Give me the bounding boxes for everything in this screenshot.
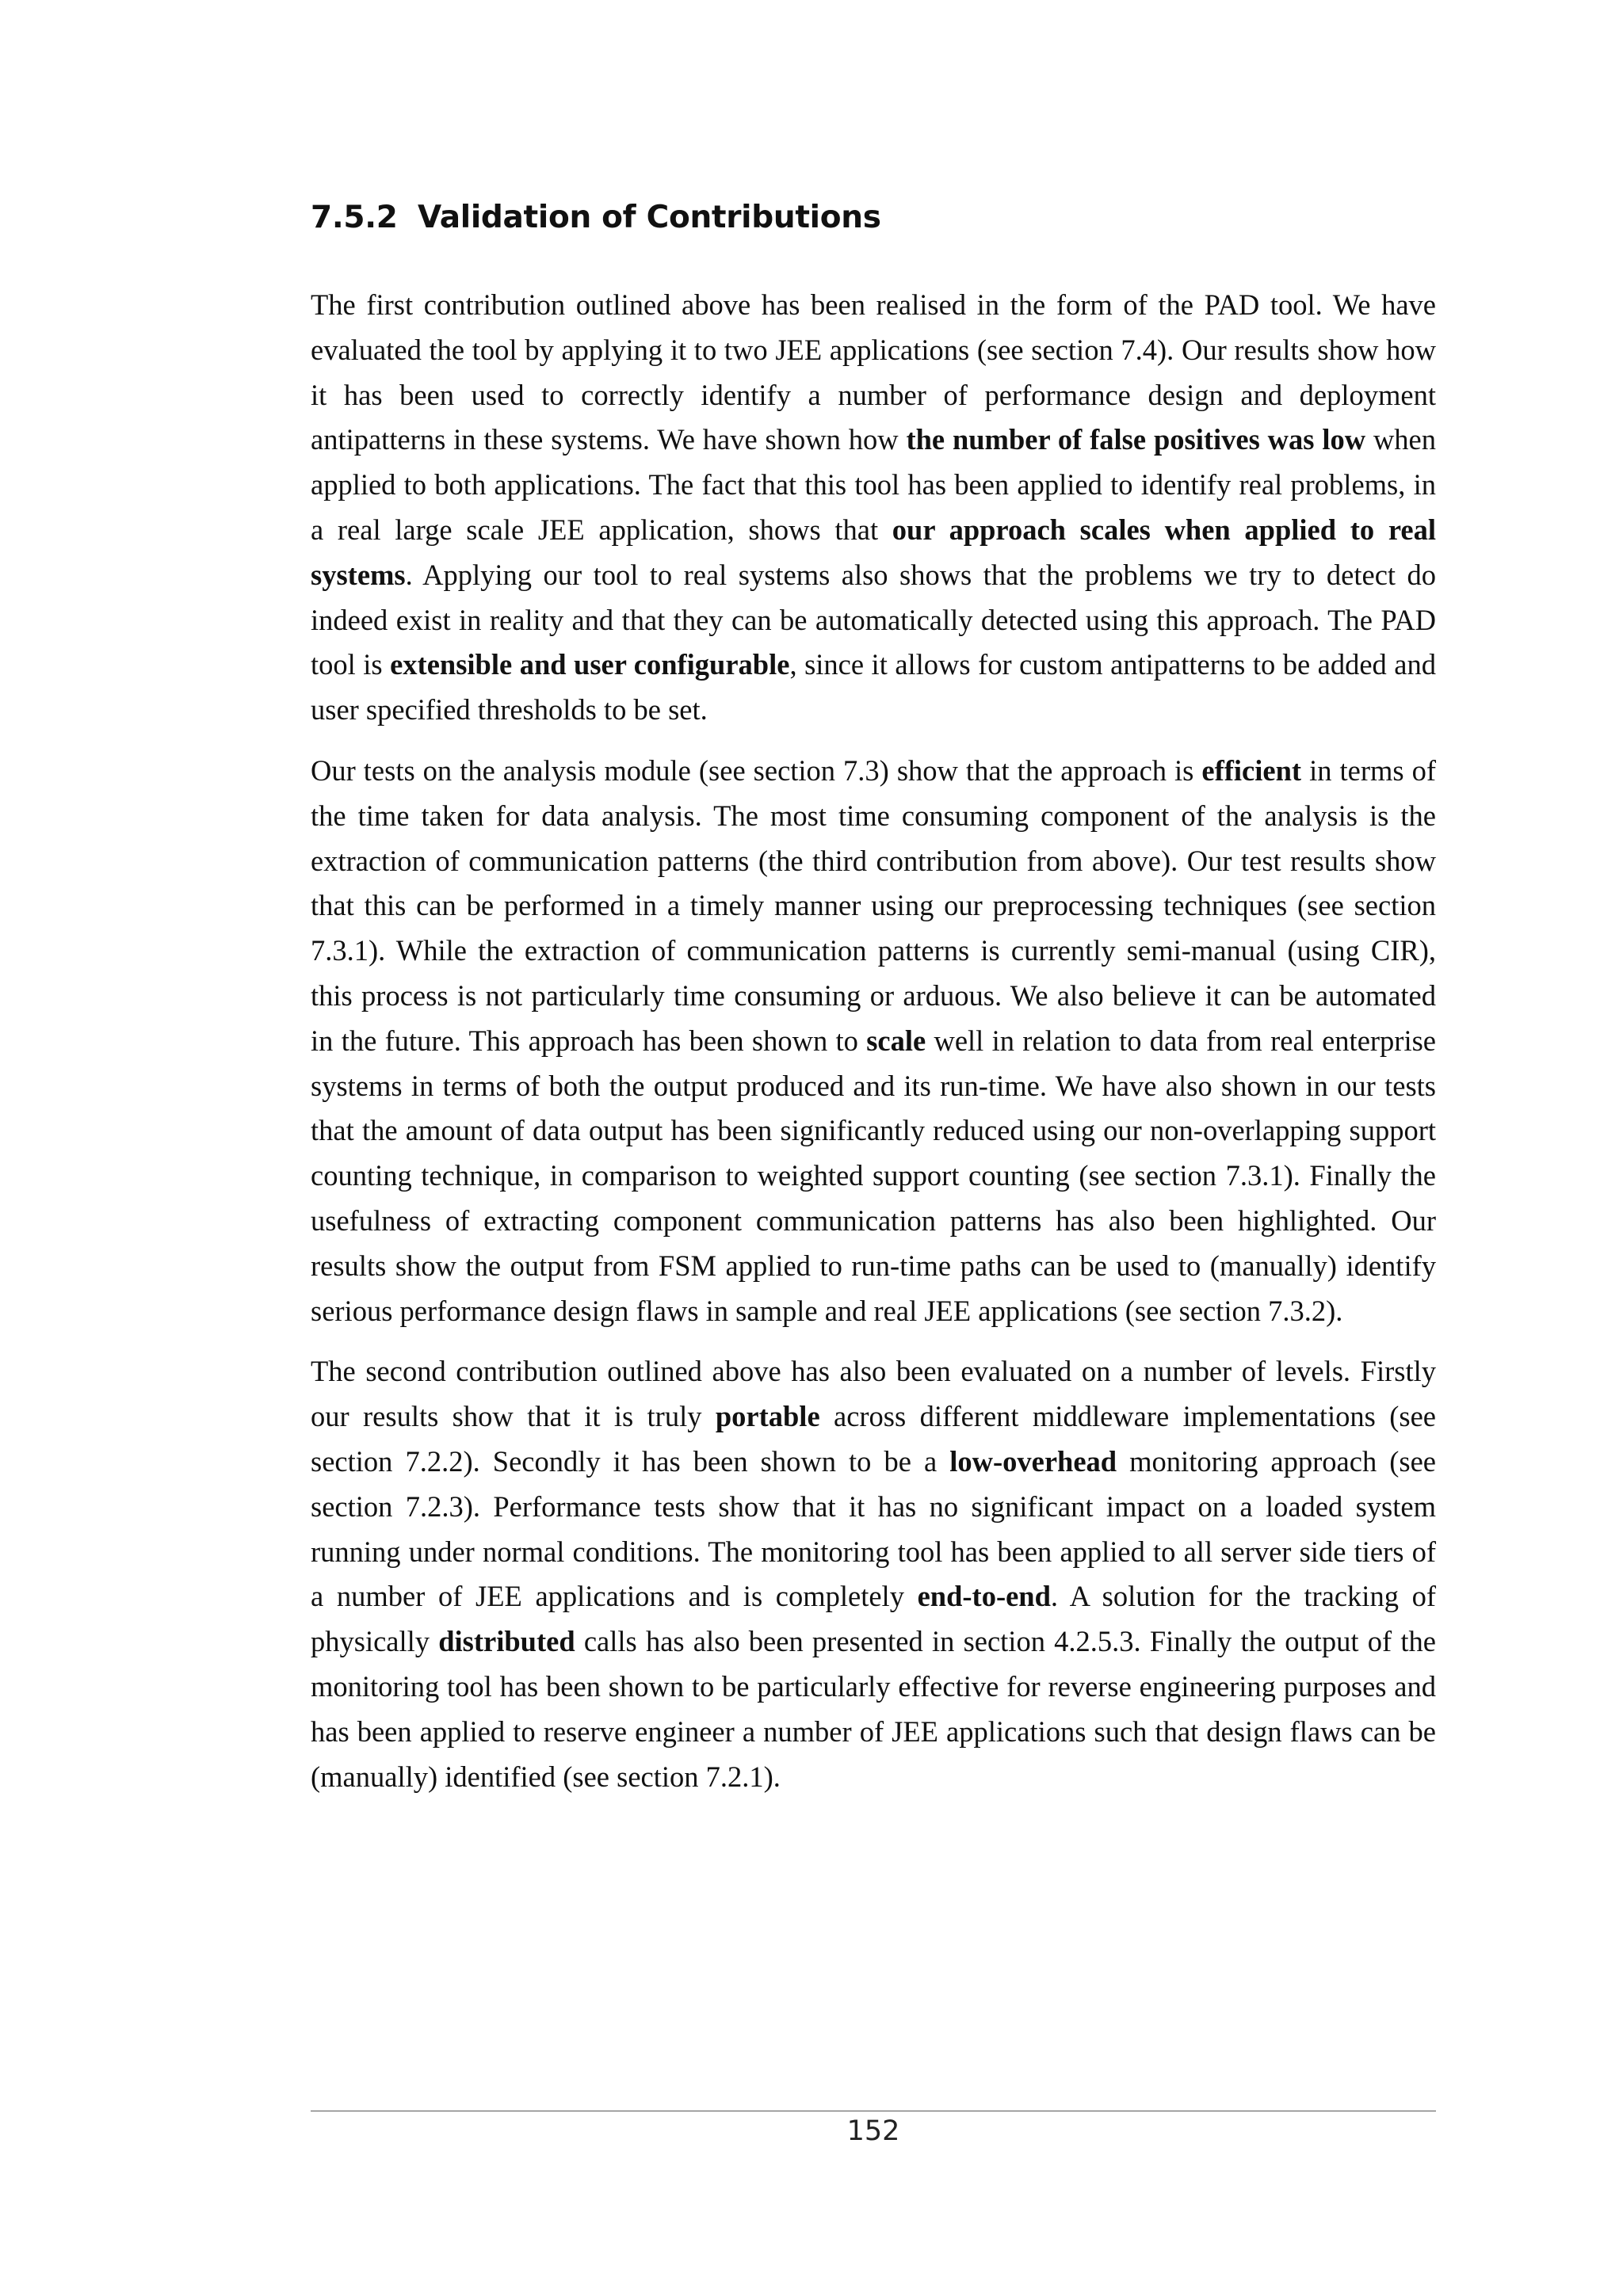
body-text xyxy=(311,283,1436,1815)
text-run: The first contribution outlined above has been realised in the form of the PAD tool. We have evaluated the tool by applying it to two JEE applications (see section 7.4). Our results show how it has been used to correctly identify a number of performance design and deployment antipatterns in these systems. We have shown how xyxy=(311,288,1436,456)
page-number: 152 xyxy=(846,2115,900,2147)
text-run: . A solution for the tracking of physically xyxy=(311,1580,1436,1658)
paragraph xyxy=(311,1349,1436,1799)
bold-text-run: scale xyxy=(866,1024,926,1057)
text-run: calls has also been presented in section 4.2.5.3. Finally the output of the monitoring tool has been shown to be particularly effective for reverse engineering purposes and has been applied to reserve engineer a number of JEE applications such that design flaws can be (manually) identified (see section 7.2.1). xyxy=(311,1625,1436,1793)
bold-text-run: the number of false positives was low xyxy=(906,423,1366,456)
bold-text-run: extensible and user configurable xyxy=(390,648,790,681)
section-heading xyxy=(311,200,881,235)
text-run: well in relation to data from real enterprise systems in terms of both the output produced and its run-time. We have also shown in our tests that the amount of data output has been significantly reduced using our non-overlapping support counting technique, in comparison to weighted support counting (see section 7.3.1). Finally the usefulness of extracting component communication patterns has also been highlighted. Our results show the output from FSM applied to run-time paths can be used to (manually) identify serious performance design flaws in sample and real JEE applications (see section 7.3.2). xyxy=(311,1024,1436,1327)
bold-text-run: portable xyxy=(715,1400,820,1433)
bold-text-run: end-to-end xyxy=(917,1580,1051,1613)
bold-text-run: our approach scales when applied to real systems xyxy=(311,513,1436,591)
text-run: The second contribution outlined above has also been evaluated on a number of levels. Firstly our results show that it is truly xyxy=(311,1355,1436,1433)
paragraph xyxy=(311,283,1436,733)
text-run: in terms of the time taken for data analysis. The most time consuming component of the analysis is the extraction of communication patterns (the third contribution from above). Our test results show that this can be performed in a timely manner using our preprocessing techniques (see section 7.3.1). While the extraction of communication patterns is currently semi-manual (using CIR), this process is not particularly time consuming or arduous. We also believe it can be automated in the future. This approach has been shown to xyxy=(311,753,1436,1057)
text-run: . Applying our tool to real systems also shows that the problems we try to detect do indeed exist in reality and that they can be automatically detected using this approach. The PAD tool is xyxy=(311,558,1436,681)
bold-text-run: distributed xyxy=(438,1625,575,1658)
text-run: , since it allows for custom antipatterns to be added and user specified thresholds to be set. xyxy=(311,648,1436,727)
section-number: 7.5.2 xyxy=(311,200,398,235)
bold-text-run: efficient xyxy=(1201,753,1302,787)
paragraph xyxy=(311,749,1436,1333)
bold-text-run: low-overhead xyxy=(949,1444,1117,1478)
text-run: when applied to both applications. The fact that this tool has been applied to identify real problems, in a real large scale JEE application, shows that xyxy=(311,423,1437,546)
text-run: Our tests on the analysis module (see section 7.3) show that the approach is xyxy=(311,753,1202,787)
section-title: Validation of Contributions xyxy=(418,200,881,235)
text-run: monitoring approach (see section 7.2.3). Performance tests show that it has no significant impact on a loaded system running under normal conditions. The monitoring tool has been applied to all server side tiers of a number of JEE applications and is completely xyxy=(311,1444,1437,1613)
text-run: across different middleware implementations (see section 7.2.2). Secondly it has been shown to be a xyxy=(311,1400,1436,1478)
